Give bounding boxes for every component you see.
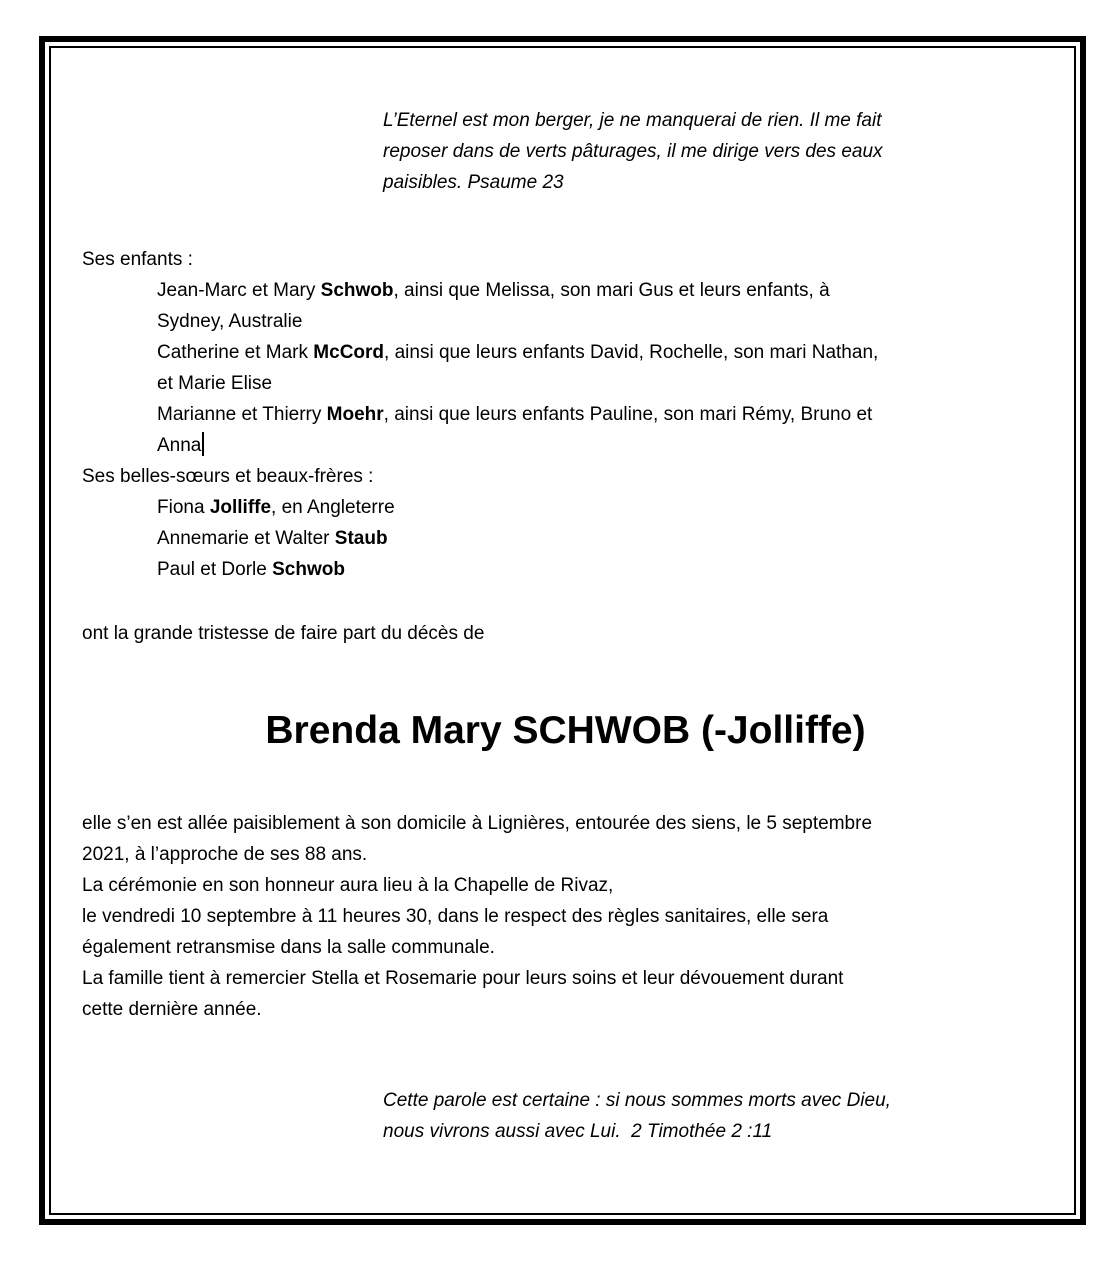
details-line: 2021, à l’approche de ses 88 ans. [82,844,368,865]
details-line: La cérémonie en son honneur aura lieu à la Chapelle de Rivaz, [82,875,614,896]
quote-line: reposer dans de verts pâturages, il me dirige vers des eaux [383,141,883,162]
inlaw-entry [157,554,1049,585]
inlaw-entry [157,492,1049,523]
closing-scripture-quote [383,1085,1049,1147]
text-segment: Marianne et Thierry [157,404,327,425]
child-entry [157,275,1049,337]
text-segment: , ainsi que leurs enfants Pauline, son mari Rémy, Bruno et [383,404,873,425]
text-segment: Paul et Dorle [157,559,273,580]
family-name: Staub [334,528,388,549]
announcement-details [82,808,1049,1025]
entry-line [157,492,1049,523]
quote-line: Cette parole est certaine : si nous sommes morts avec Dieu, [383,1090,891,1111]
details-line: cette dernière année. [82,999,262,1020]
details-line: elle s’en est allée paisiblement à son domicile à Lignières, entourée des siens, le 5 septembre [82,813,873,834]
child-entry [157,337,1049,399]
text-segment: , ainsi que leurs enfants David, Rochelle, son mari Nathan, [384,342,879,363]
text-segment: Catherine et Mark [157,342,314,363]
text-segment: , ainsi que Melissa, son mari Gus et leurs enfants, à [393,280,830,301]
text-cursor [202,432,204,456]
details-line: également retransmise dans la salle communale. [82,937,495,958]
entry-line [157,523,1049,554]
family-name: Schwob [320,280,394,301]
inlaws-heading: Ses belles-sœurs et beaux-frères : [82,466,374,487]
family-name: Jolliffe [209,497,272,518]
entry-line: Sydney, Australie [157,311,303,332]
document-border-outer [39,36,1086,1225]
child-entry [157,399,1049,461]
text-segment: Fiona [157,497,210,518]
family-name: Moehr [326,404,384,425]
document-content [82,105,1049,1215]
entry-line [157,430,1049,461]
entry-line [157,337,1049,368]
text-segment: , en Angleterre [271,497,395,518]
quote-line: nous vivrons aussi avec Lui. 2 Timothée 2 :11 [383,1121,773,1142]
quote-line: L’Eternel est mon berger, je ne manquerai de rien. Il me fait [383,110,882,131]
entry-line [157,275,1049,306]
entry-line [157,554,1049,585]
opening-scripture-quote [383,105,1049,198]
family-name: Schwob [272,559,345,580]
entry-line [157,399,1049,430]
family-name: McCord [313,342,385,363]
details-line: le vendredi 10 septembre à 11 heures 30, dans le respect des règles sanitaires, elle sera [82,906,829,927]
text-segment: Jean-Marc et Mary [157,280,321,301]
entry-line: et Marie Elise [157,373,273,394]
announcement-intro: ont la grande tristesse de faire part du décès de [82,623,485,644]
children-heading: Ses enfants : [82,249,193,270]
quote-line: paisibles. Psaume 23 [383,172,564,193]
document-border-inner [49,46,1076,1215]
children-section [82,244,1049,585]
details-line: La famille tient à remercier Stella et Rosemarie pour leurs soins et leur dévouement durant [82,968,844,989]
text-segment: Anna [157,435,202,456]
deceased-name-title: Brenda Mary SCHWOB (-Jolliffe) [265,709,866,752]
text-segment: Annemarie et Walter [157,528,335,549]
inlaw-entry [157,523,1049,554]
